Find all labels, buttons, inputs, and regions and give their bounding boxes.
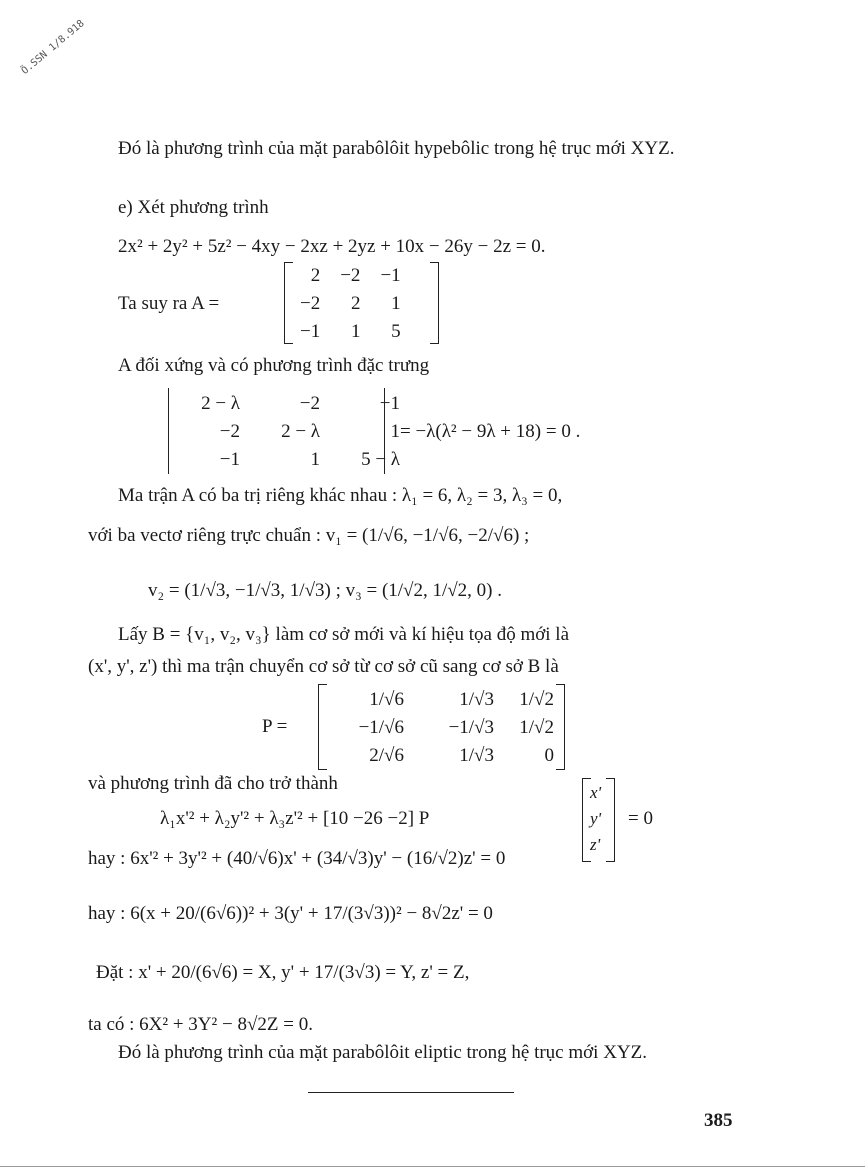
- paragraph-elliptic-conclusion: Đó là phương trình của mặt parabôlôit eliptic trong hệ trục mới XYZ.: [118, 1042, 648, 1063]
- matrix-a-cell: −2: [300, 293, 321, 314]
- determinant-cell: 5 − λ: [361, 449, 400, 470]
- equation-quadric: 2x² + 2y² + 5z² − 4xy − 2xz + 2yz + 10x − 26y − 2z = 0.: [118, 236, 546, 257]
- section-e-heading: e) Xét phương trình: [118, 197, 269, 218]
- matrix-p-cell: −1/√3: [448, 717, 494, 738]
- characteristic-polynomial: = −λ(λ² − 9λ + 18) = 0 .: [400, 421, 581, 442]
- paragraph-new-basis: [88, 622, 743, 648]
- transformed-equation-rhs: = 0: [628, 808, 653, 829]
- hay-equation-2: hay : 6(x + 20/(6√6))² + 3(y' + 17/(3√3))² − 8√2z' = 0: [88, 903, 493, 924]
- matrix-p-cell: 2/√6: [369, 745, 404, 766]
- eigenvector-v1-line: với ba vectơ riêng trực chuẩn : v₁ = (1/√6, −1/√6, −2/√6) ;: [88, 525, 530, 546]
- determinant-matrix: [170, 390, 410, 474]
- determinant-cell: 2 − λ: [201, 393, 240, 414]
- matrix-a-cell: 1: [350, 321, 361, 342]
- hay-equation-1: hay : 6x'² + 3y'² + (40/√6)x' + (34/√3)y' − (16/√2)z' = 0: [88, 848, 506, 869]
- matrix-p-label: P =: [262, 716, 288, 737]
- determinant-cell: 1: [310, 449, 320, 470]
- coordinate-vector: [590, 780, 601, 858]
- matrix-p-cell: −1/√6: [358, 717, 404, 738]
- transformed-equation-intro: và phương trình đã cho trở thành: [88, 773, 338, 794]
- matrix-a-cell: 5: [391, 321, 401, 342]
- matrix-p-cell: 1/√6: [369, 689, 404, 710]
- matrix-a: [290, 262, 411, 346]
- substitution-line: Đặt : x' + 20/(6√6) = X, y' + 17/(3√3) = Y, z' = Z,: [96, 962, 470, 983]
- eigenvector-v2-v3-line: v₂ = (1/√3, −1/√3, 1/√3) ; v₃ = (1/√2, 1/√2, 0) .: [148, 580, 503, 601]
- matrix-a-cell: 1: [391, 293, 401, 314]
- matrix-a-cell: −1: [300, 321, 321, 342]
- page-bottom-edge: [0, 1166, 865, 1167]
- end-rule: [308, 1092, 514, 1093]
- matrix-p-right-bracket: [556, 684, 565, 770]
- matrix-a-right-bracket: [430, 262, 439, 344]
- eigenvalues-line: Ma trận A có ba trị riêng khác nhau : λ₁ = 6, λ₂ = 3, λ₃ = 0,: [118, 485, 563, 506]
- paragraph-hyperbolic-conclusion: Đó là phương trình của mặt parabôlôit hypebôlic trong hệ trục mới XYZ.: [118, 138, 675, 159]
- matrix-p-cell: 1/√3: [459, 745, 494, 766]
- determinant-cell: −2: [299, 393, 320, 414]
- matrix-p-cell: 1/√2: [519, 717, 554, 738]
- determinant-left-bar: [168, 388, 169, 474]
- determinant-cell: 2 − λ: [281, 421, 320, 442]
- transformed-equation: λ₁x'² + λ₂y'² + λ₃z'² + [10 −26 −2] P: [160, 808, 430, 829]
- determinant-right-bar: [384, 388, 385, 474]
- matrix-p-cell: 1/√3: [459, 689, 494, 710]
- matrix-a-cell: −1: [380, 265, 401, 286]
- vector-right-bracket: [606, 778, 615, 862]
- determinant-cell: 1: [390, 421, 400, 442]
- library-stamp: Õ.SSN 1/8.918: [19, 18, 87, 77]
- matrix-a-cell: −2: [340, 265, 361, 286]
- determinant-cell: −1: [219, 449, 240, 470]
- matrix-a-cell: 2: [310, 265, 321, 286]
- new-basis-sentence: Lấy B = {v₁, v₂, v₃} làm cơ sở mới và kí hiệu tọa độ mới là: [118, 624, 570, 645]
- matrix-p: [324, 686, 564, 770]
- transition-matrix-intro: (x', y', z') thì ma trận chuyển cơ sở từ cơ sở cũ sang cơ sở B là: [88, 656, 559, 677]
- matrix-a-label: Ta suy ra A =: [118, 293, 220, 314]
- vector-x-prime: x': [590, 783, 602, 802]
- page-number: 385: [704, 1110, 733, 1131]
- canonical-equation: ta có : 6X² + 3Y² − 8√2Z = 0.: [88, 1014, 313, 1035]
- vector-y-prime: y': [590, 809, 602, 828]
- matrix-p-cell: 0: [544, 745, 554, 766]
- determinant-cell: −2: [219, 421, 240, 442]
- determinant-cell: −1: [379, 393, 400, 414]
- matrix-a-cell: 2: [350, 293, 361, 314]
- characteristic-equation-intro: A đối xứng và có phương trình đặc trưng: [118, 355, 430, 376]
- vector-z-prime: z': [590, 835, 601, 854]
- matrix-p-cell: 1/√2: [519, 689, 554, 710]
